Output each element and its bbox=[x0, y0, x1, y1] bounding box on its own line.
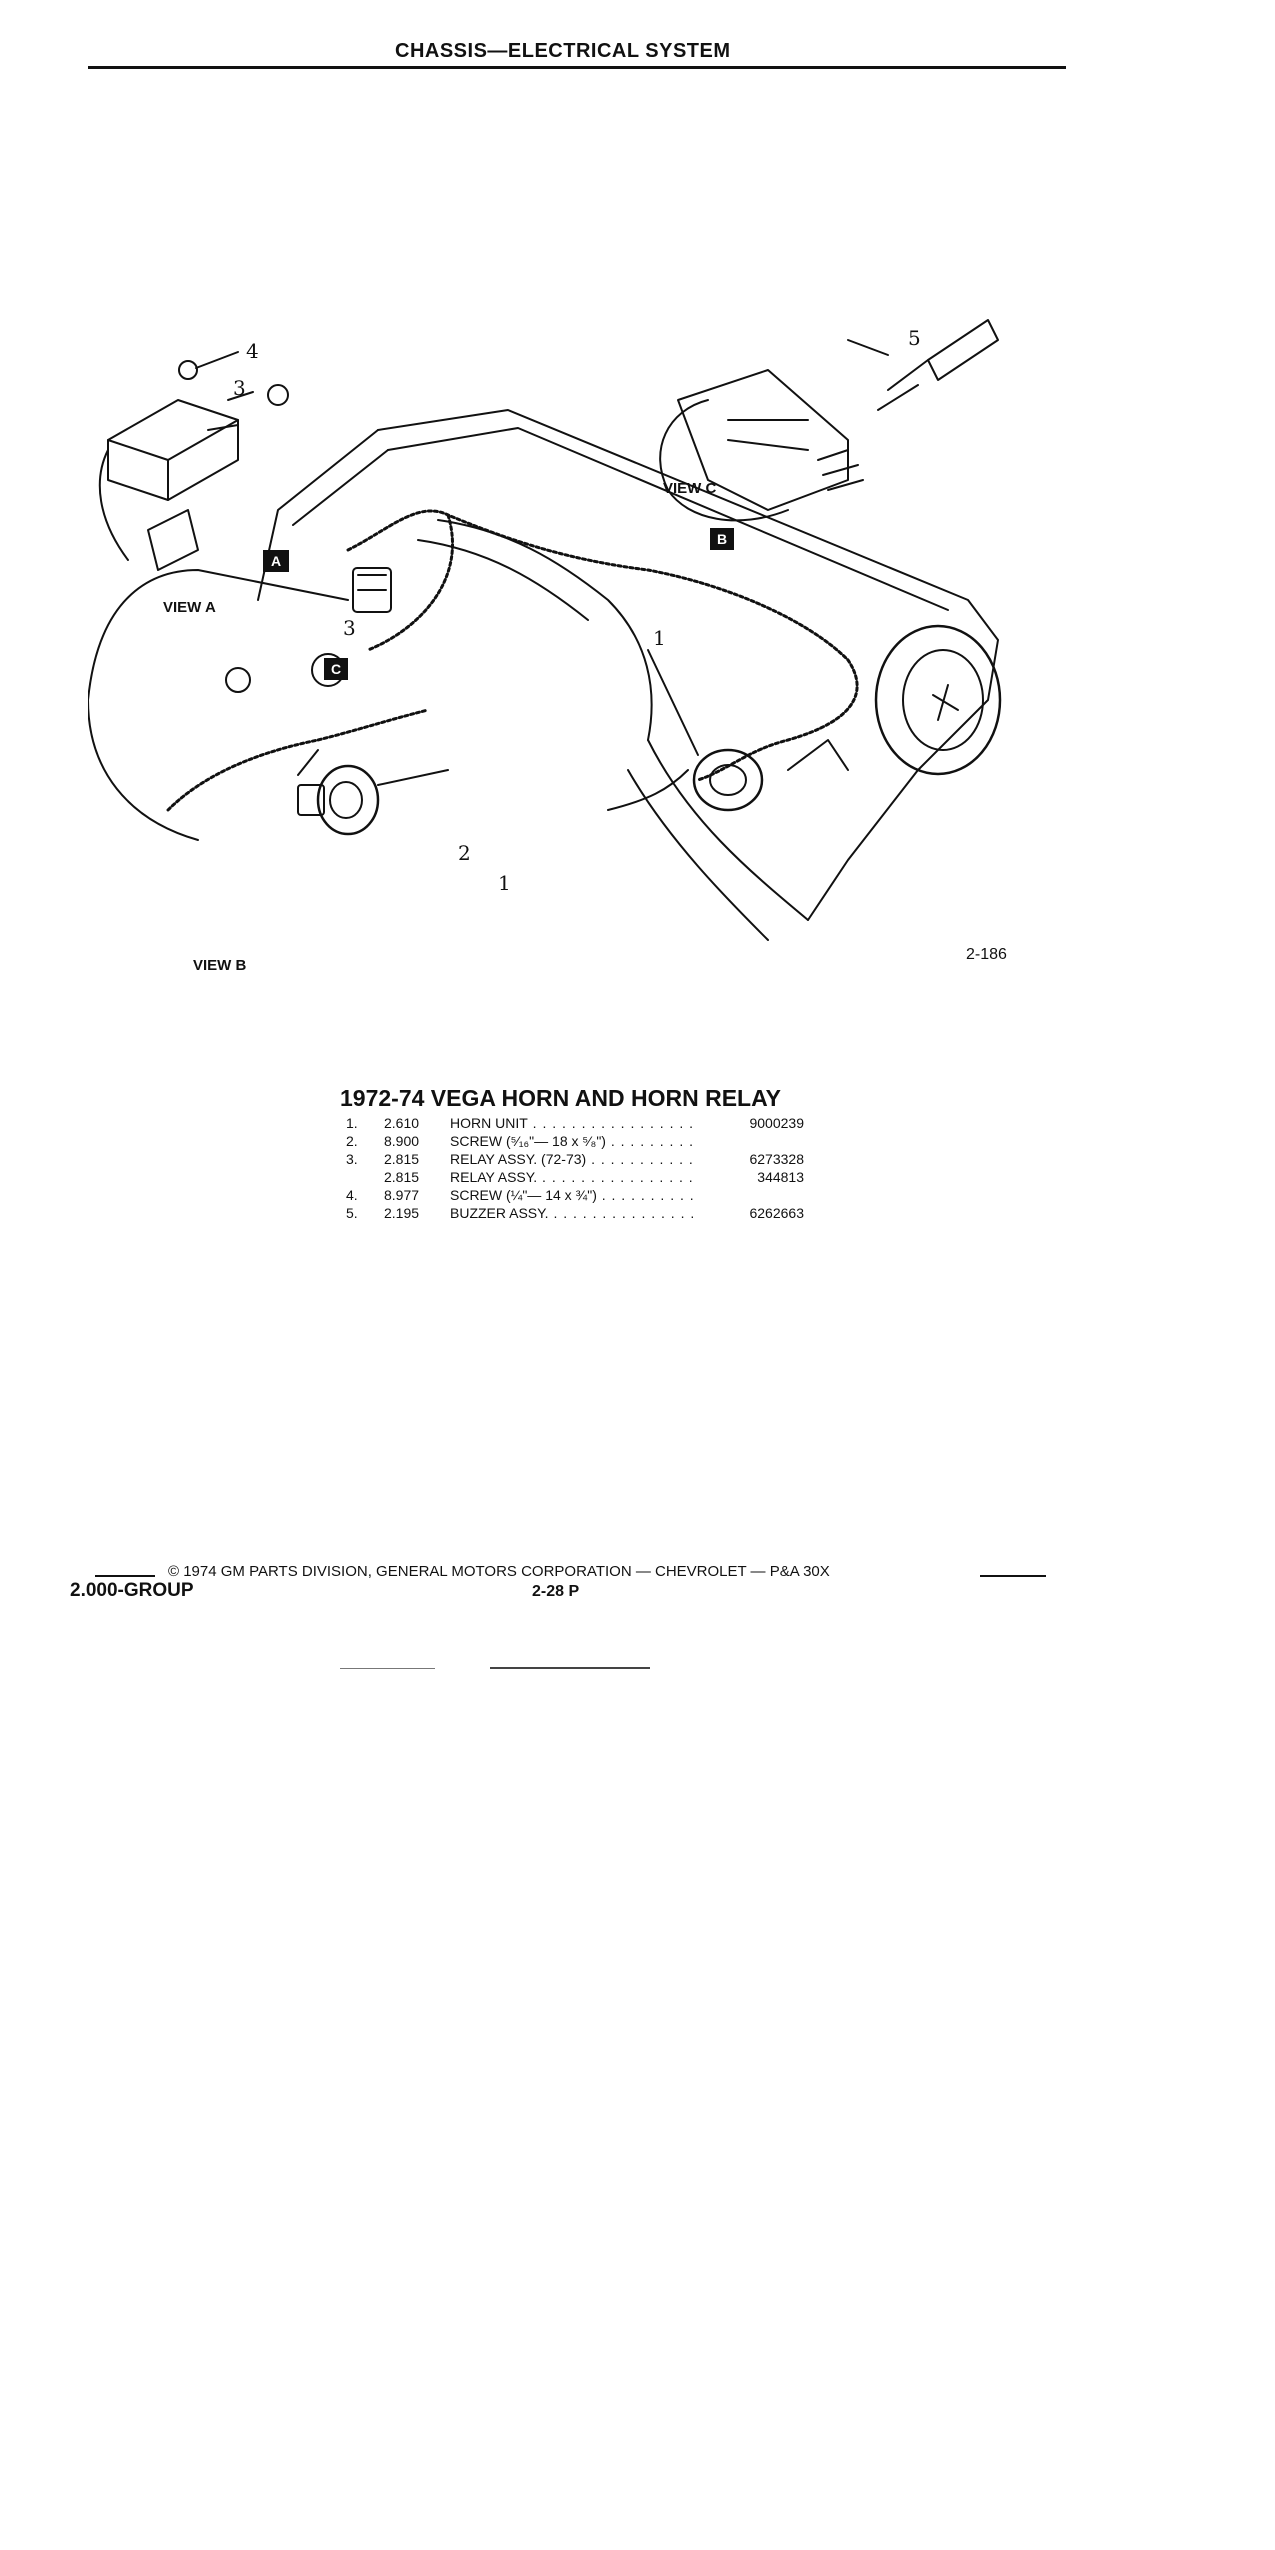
parts-row-group: 2.815 bbox=[384, 1151, 420, 1167]
parts-row-description: RELAY ASSY. (72-73) . . . bbox=[450, 1151, 698, 1167]
view-a-relay bbox=[108, 400, 238, 500]
parts-title: 1972-74 VEGA HORN AND HORN RELAY bbox=[340, 1085, 781, 1111]
parts-row-description: RELAY ASSY. . . . bbox=[450, 1169, 698, 1185]
parts-row-index: 3. bbox=[346, 1151, 358, 1167]
header-rule bbox=[88, 66, 1066, 69]
parts-row-group: 2.610 bbox=[384, 1115, 420, 1131]
svg-text:C: C bbox=[330, 661, 342, 677]
horn-unit-view-b bbox=[318, 766, 378, 834]
view-a-label: VIEW A bbox=[163, 599, 216, 616]
parts-row-description: HORN UNIT . . . bbox=[450, 1115, 698, 1131]
svg-text:B: B bbox=[716, 531, 728, 547]
view-c-label: VIEW C bbox=[663, 480, 717, 497]
footer-group: 2.000-GROUP bbox=[70, 1580, 194, 1601]
figure-number: 2-186 bbox=[966, 946, 1007, 963]
headlamp bbox=[876, 626, 1000, 774]
footer-copyright: © 1974 GM PARTS DIVISION, GENERAL MOTORS CORPORATION — CHEVROLET — P&A 30X bbox=[168, 1563, 830, 1580]
parts-row-group: 2.195 bbox=[384, 1205, 420, 1221]
parts-row-description: BUZZER ASSY. . . . bbox=[450, 1205, 698, 1221]
horn-relay-illustration bbox=[88, 300, 1048, 980]
scan-mark bbox=[490, 1667, 650, 1669]
parts-row-part-number: 6262663 bbox=[749, 1205, 804, 1221]
horn-unit-main bbox=[694, 750, 762, 810]
footer-rule-right bbox=[980, 1575, 1046, 1577]
parts-row-index: 5. bbox=[346, 1205, 358, 1221]
parts-row-description: SCREW (⁵⁄₁₆"— 18 x ⁵⁄₈") . . . bbox=[450, 1133, 698, 1149]
parts-row-part-number: 6273328 bbox=[749, 1151, 804, 1167]
parts-row-index: 4. bbox=[346, 1187, 358, 1203]
callout-3-view-a: 3 bbox=[233, 376, 246, 400]
parts-row-part-number: 9000239 bbox=[749, 1115, 804, 1131]
page-header-title: CHASSIS—ELECTRICAL SYSTEM bbox=[395, 40, 731, 62]
wiring-harness bbox=[348, 511, 857, 780]
footer-page-number: 2-28 P bbox=[532, 1583, 580, 1600]
svg-text:A: A bbox=[270, 553, 282, 569]
callout-1-view-b: 1 bbox=[498, 871, 511, 895]
callout-5-view-c: 5 bbox=[908, 326, 921, 350]
parts-row-index: 1. bbox=[346, 1115, 358, 1131]
footer-rule-left bbox=[95, 1575, 155, 1577]
callout-4-view-a: 4 bbox=[246, 339, 259, 363]
callout-3-main: 3 bbox=[343, 616, 356, 640]
view-arrow-c bbox=[324, 658, 348, 680]
parts-row-index: 2. bbox=[346, 1133, 358, 1149]
callout-1-main: 1 bbox=[653, 626, 666, 650]
view-b-wheel-well bbox=[88, 570, 348, 700]
view-arrow-a bbox=[263, 550, 289, 572]
parts-row-group: 8.900 bbox=[384, 1133, 420, 1149]
parts-row-description: SCREW (¼"— 14 x ¾") . . . bbox=[450, 1187, 698, 1203]
scan-mark bbox=[340, 1668, 435, 1669]
parts-row-group: 8.977 bbox=[384, 1187, 420, 1203]
callout-2-view-b: 2 bbox=[458, 841, 471, 865]
view-b-label: VIEW B bbox=[193, 957, 247, 974]
parts-row-group: 2.815 bbox=[384, 1169, 420, 1185]
view-arrow-b bbox=[710, 528, 734, 550]
parts-row-part-number: 344813 bbox=[757, 1169, 804, 1185]
